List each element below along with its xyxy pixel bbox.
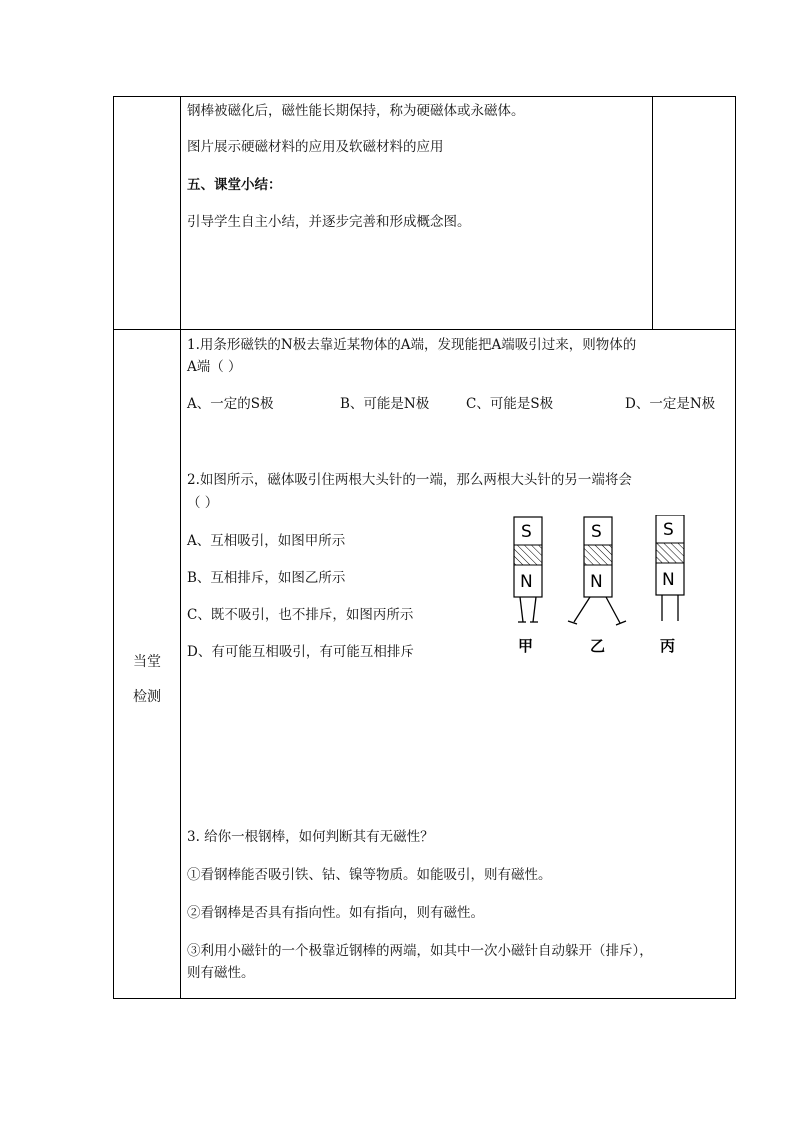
pin-yi-left (574, 597, 590, 622)
q2-stem-line2: （ ） (187, 495, 219, 511)
pin-jia-right (533, 597, 536, 622)
q2-stem-line1: 2.如图所示，磁体吸引住两根大头针的一端，那么两根大头针的另一端将会 (187, 472, 632, 488)
q3-answer3-line1: ③利用小磁针的一个极靠近钢棒的两端，如其中一次小磁针自动躲开（排斥）， (187, 943, 653, 959)
q2-option-d: D、有可能互相吸引，有可能互相排斥 (187, 644, 414, 660)
pin-yi-right (606, 597, 620, 623)
q1-option-a: A、一定的S极 (187, 396, 274, 412)
magnet-yi-s-label: S (591, 522, 602, 542)
q1-stem-line1: 1.用条形磁铁的N极去靠近某物体的A端，发现能把A端吸引过来，则物体的 (187, 337, 637, 353)
caption-bing: 丙 (660, 637, 676, 655)
q1-option-b: B、可能是N极 (340, 396, 430, 412)
magnet-bing (656, 515, 684, 655)
q1-option-c: C、可能是S极 (466, 396, 554, 412)
row-divider (114, 329, 735, 330)
pin-jia-left (520, 597, 523, 622)
magnet-pins-figure (508, 515, 708, 665)
q3-answer1: ①看钢棒能否吸引铁、钴、镍等物质。如能吸引，则有磁性。 (187, 867, 552, 883)
magnetization-text: 钢棒被磁化后，磁性能长期保持，称为硬磁体或永磁体。 (187, 103, 525, 119)
magnet-yi (568, 517, 626, 655)
magnet-jia (514, 517, 542, 655)
q1-stem-line2: A端（ ） (187, 359, 242, 375)
magnet-bing-n-label: N (662, 570, 675, 590)
lesson-table (113, 96, 736, 999)
magnet-bing-s-label: S (663, 520, 674, 540)
column-divider-right (652, 97, 653, 329)
q3-answer3-line2: 则有磁性。 (187, 965, 255, 981)
magnet-jia-n-label: N (520, 572, 533, 592)
caption-jia: 甲 (518, 637, 534, 655)
summary-heading: 五、课堂小结： (187, 177, 282, 193)
magnet-yi-n-label: N (590, 572, 603, 592)
magnet-jia-s-label: S (521, 522, 532, 542)
summary-text: 引导学生自主小结，并逐步完善和形成概念图。 (187, 214, 471, 230)
q3-answer2: ②看钢棒是否具有指向性。如有指向，则有磁性。 (187, 905, 484, 921)
q2-option-b: B、互相排斥，如图乙所示 (187, 570, 346, 586)
section-label-line2: 检测 (133, 689, 161, 705)
materials-text: 图片展示硬磁材料的应用及软磁材料的应用 (187, 139, 444, 155)
column-divider-left (180, 97, 181, 998)
q2-option-c: C、既不吸引，也不排斥，如图丙所示 (187, 607, 414, 623)
q1-option-d: D、一定是N极 (625, 396, 716, 412)
q3-stem: 3. 给你一根钢棒，如何判断其有无磁性？ (187, 829, 434, 845)
caption-yi: 乙 (590, 637, 606, 655)
section-label-line1: 当堂 (133, 654, 161, 670)
q2-option-a: A、互相吸引，如图甲所示 (187, 533, 346, 549)
